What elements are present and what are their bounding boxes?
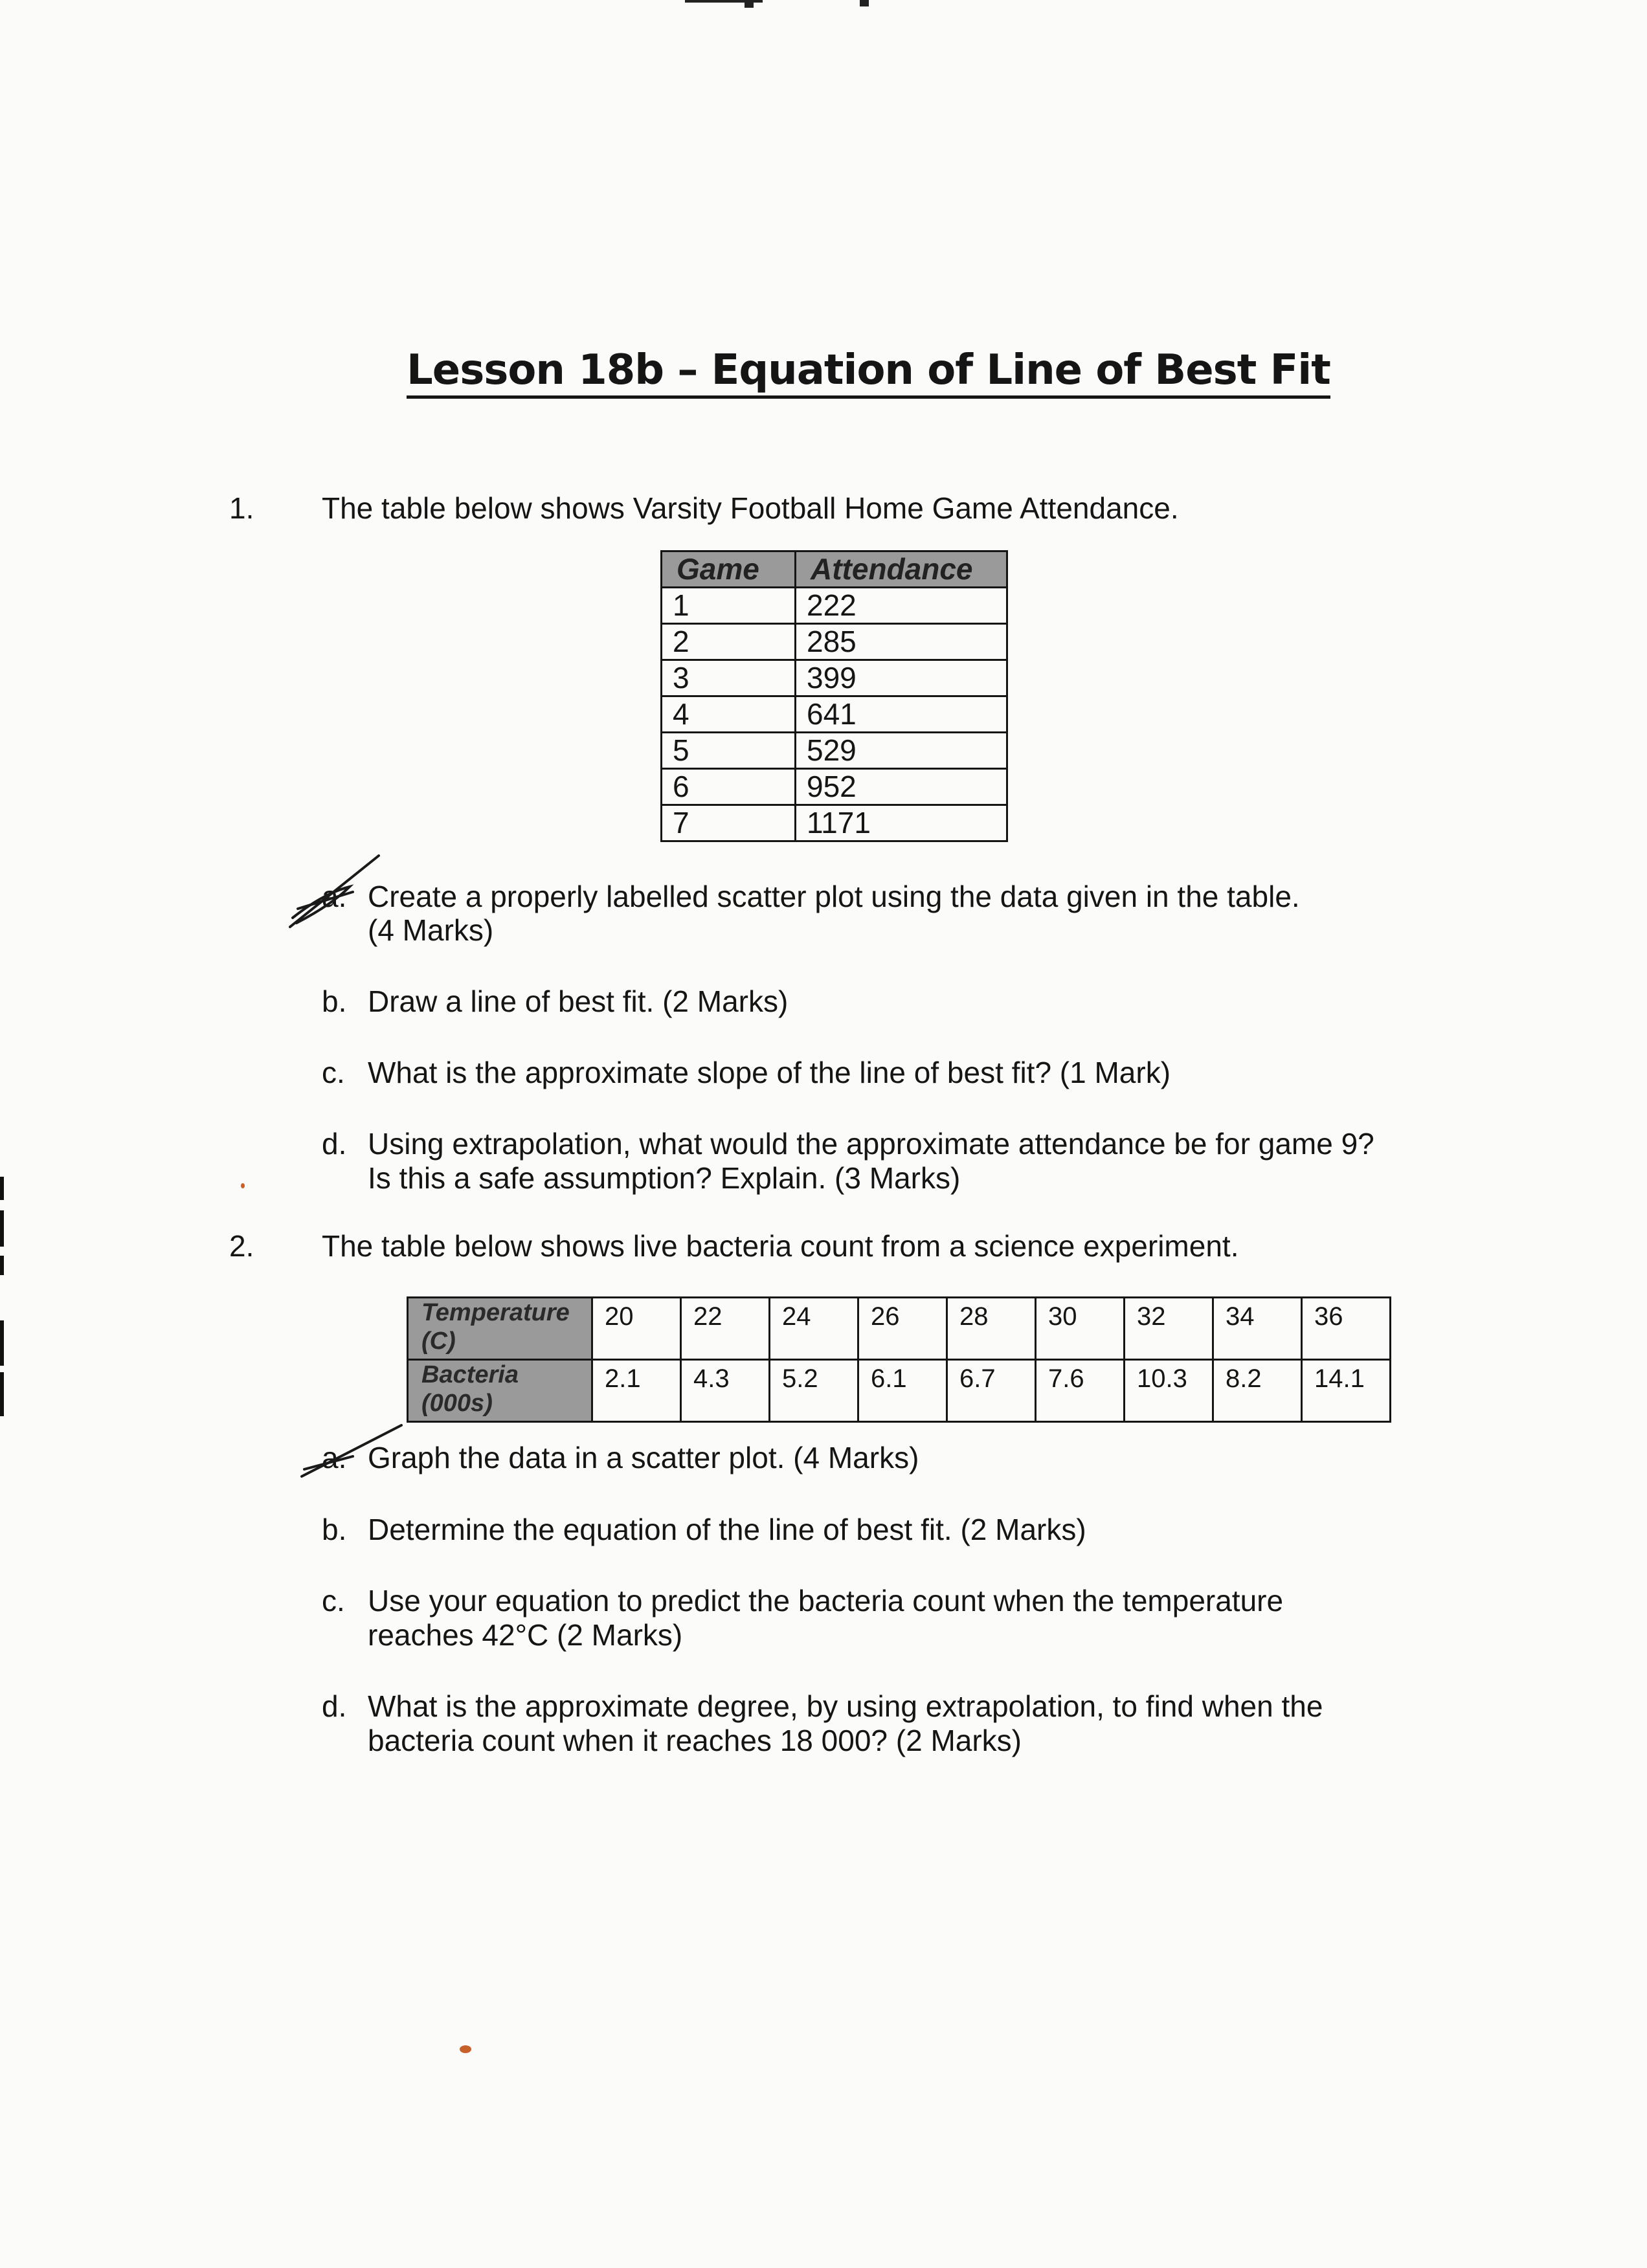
scan-speck: [241, 1183, 245, 1188]
table-cell: 7: [662, 805, 796, 841]
table-cell: 7.6: [1036, 1360, 1125, 1422]
scan-edge-mark: [0, 1210, 4, 1247]
table-cell: 6.1: [858, 1360, 947, 1422]
scan-edge-mark: [0, 1320, 4, 1366]
table-cell: 641: [796, 696, 1007, 733]
q1-part-b-text: Draw a line of best fit. (2 Marks): [368, 984, 789, 1018]
q1-part-c-text: What is the approximate slope of the line of best fit? (1 Mark): [368, 1056, 1171, 1089]
scan-edge-mark: [0, 1177, 4, 1200]
column-header-game: Game: [662, 551, 796, 588]
q2-part-c-line-1: Use your equation to predict the bacteria count when the temperature: [368, 1584, 1284, 1618]
question-2-number: 2.: [229, 1229, 254, 1263]
scan-edge-mark: [0, 1256, 4, 1275]
q2-part-d-line-2: bacteria count when it reaches 18 000? (2 Marks): [368, 1724, 1022, 1757]
table-cell: 20: [592, 1298, 681, 1360]
table-cell: 36: [1302, 1298, 1391, 1360]
q2-part-c-label: c.: [322, 1584, 345, 1618]
table-cell: 5: [662, 733, 796, 769]
q1-part-d-line-2: Is this a safe assumption? Explain. (3 Marks): [368, 1161, 961, 1195]
table-cell: 6: [662, 769, 796, 805]
table-cell: 2: [662, 624, 796, 660]
question-1-number: 1.: [229, 491, 254, 525]
question-1-text: The table below shows Varsity Football Home Game Attendance.: [322, 491, 1179, 525]
q1-part-a-line-2: (4 Marks): [368, 913, 494, 947]
q1-part-a-line-1: Create a properly labelled scatter plot using the data given in the table.: [368, 880, 1300, 913]
table-cell: 4.3: [681, 1360, 770, 1422]
row-header-bacteria: Bacteria (000s): [408, 1360, 592, 1422]
q2-part-b-text: Determine the equation of the line of best fit. (2 Marks): [368, 1513, 1086, 1546]
q2-part-d-line-1: What is the approximate degree, by using extrapolation, to find when the: [368, 1689, 1323, 1723]
strike-mark-q2a: [302, 1425, 401, 1476]
table-cell: 14.1: [1302, 1360, 1391, 1422]
q2-part-d-label: d.: [322, 1689, 347, 1723]
table-cell: 6.7: [947, 1360, 1036, 1422]
table-cell: 10.3: [1125, 1360, 1213, 1422]
q1-part-c-label: c.: [322, 1056, 345, 1089]
table-cell: 30: [1036, 1298, 1125, 1360]
table-cell: 5.2: [770, 1360, 858, 1422]
table-cell: 28: [947, 1298, 1036, 1360]
q2-part-b-label: b.: [322, 1513, 347, 1546]
table-cell: 8.2: [1213, 1360, 1302, 1422]
scan-edge-mark: [0, 1372, 4, 1416]
table-cell: 34: [1213, 1298, 1302, 1360]
table-cell: 399: [796, 660, 1007, 696]
page-title: Lesson 18b – Equation of Line of Best Fit: [407, 346, 1330, 399]
q1-part-d-line-1: Using extrapolation, what would the approximate attendance be for game 9?: [368, 1127, 1374, 1161]
table-cell: 1171: [796, 805, 1007, 841]
table-cell: 32: [1125, 1298, 1213, 1360]
question-2-text: The table below shows live bacteria count from a science experiment.: [322, 1229, 1239, 1263]
table-cell: 285: [796, 624, 1007, 660]
q2-part-c-line-2: reaches 42°C (2 Marks): [368, 1618, 683, 1652]
table-cell: 2.1: [592, 1360, 681, 1422]
table-cell: 3: [662, 660, 796, 696]
table-cell: 952: [796, 769, 1007, 805]
q2-part-a-label: a.: [322, 1441, 347, 1474]
q1-part-b-label: b.: [322, 984, 347, 1018]
q1-part-d-label: d.: [322, 1127, 347, 1161]
table-cell: 26: [858, 1298, 947, 1360]
table-cell: 24: [770, 1298, 858, 1360]
column-header-attendance: Attendance: [796, 551, 1007, 588]
table-cell: 1: [662, 588, 796, 624]
row-header-temperature: Temperature (C): [408, 1298, 592, 1360]
table-cell: 529: [796, 733, 1007, 769]
table-cell: 4: [662, 696, 796, 733]
q2-part-a-text: Graph the data in a scatter plot. (4 Marks): [368, 1441, 919, 1474]
table-cell: 22: [681, 1298, 770, 1360]
q1-part-a-label: a.: [322, 880, 347, 913]
scan-speck: [460, 2045, 471, 2053]
table-cell: 222: [796, 588, 1007, 624]
